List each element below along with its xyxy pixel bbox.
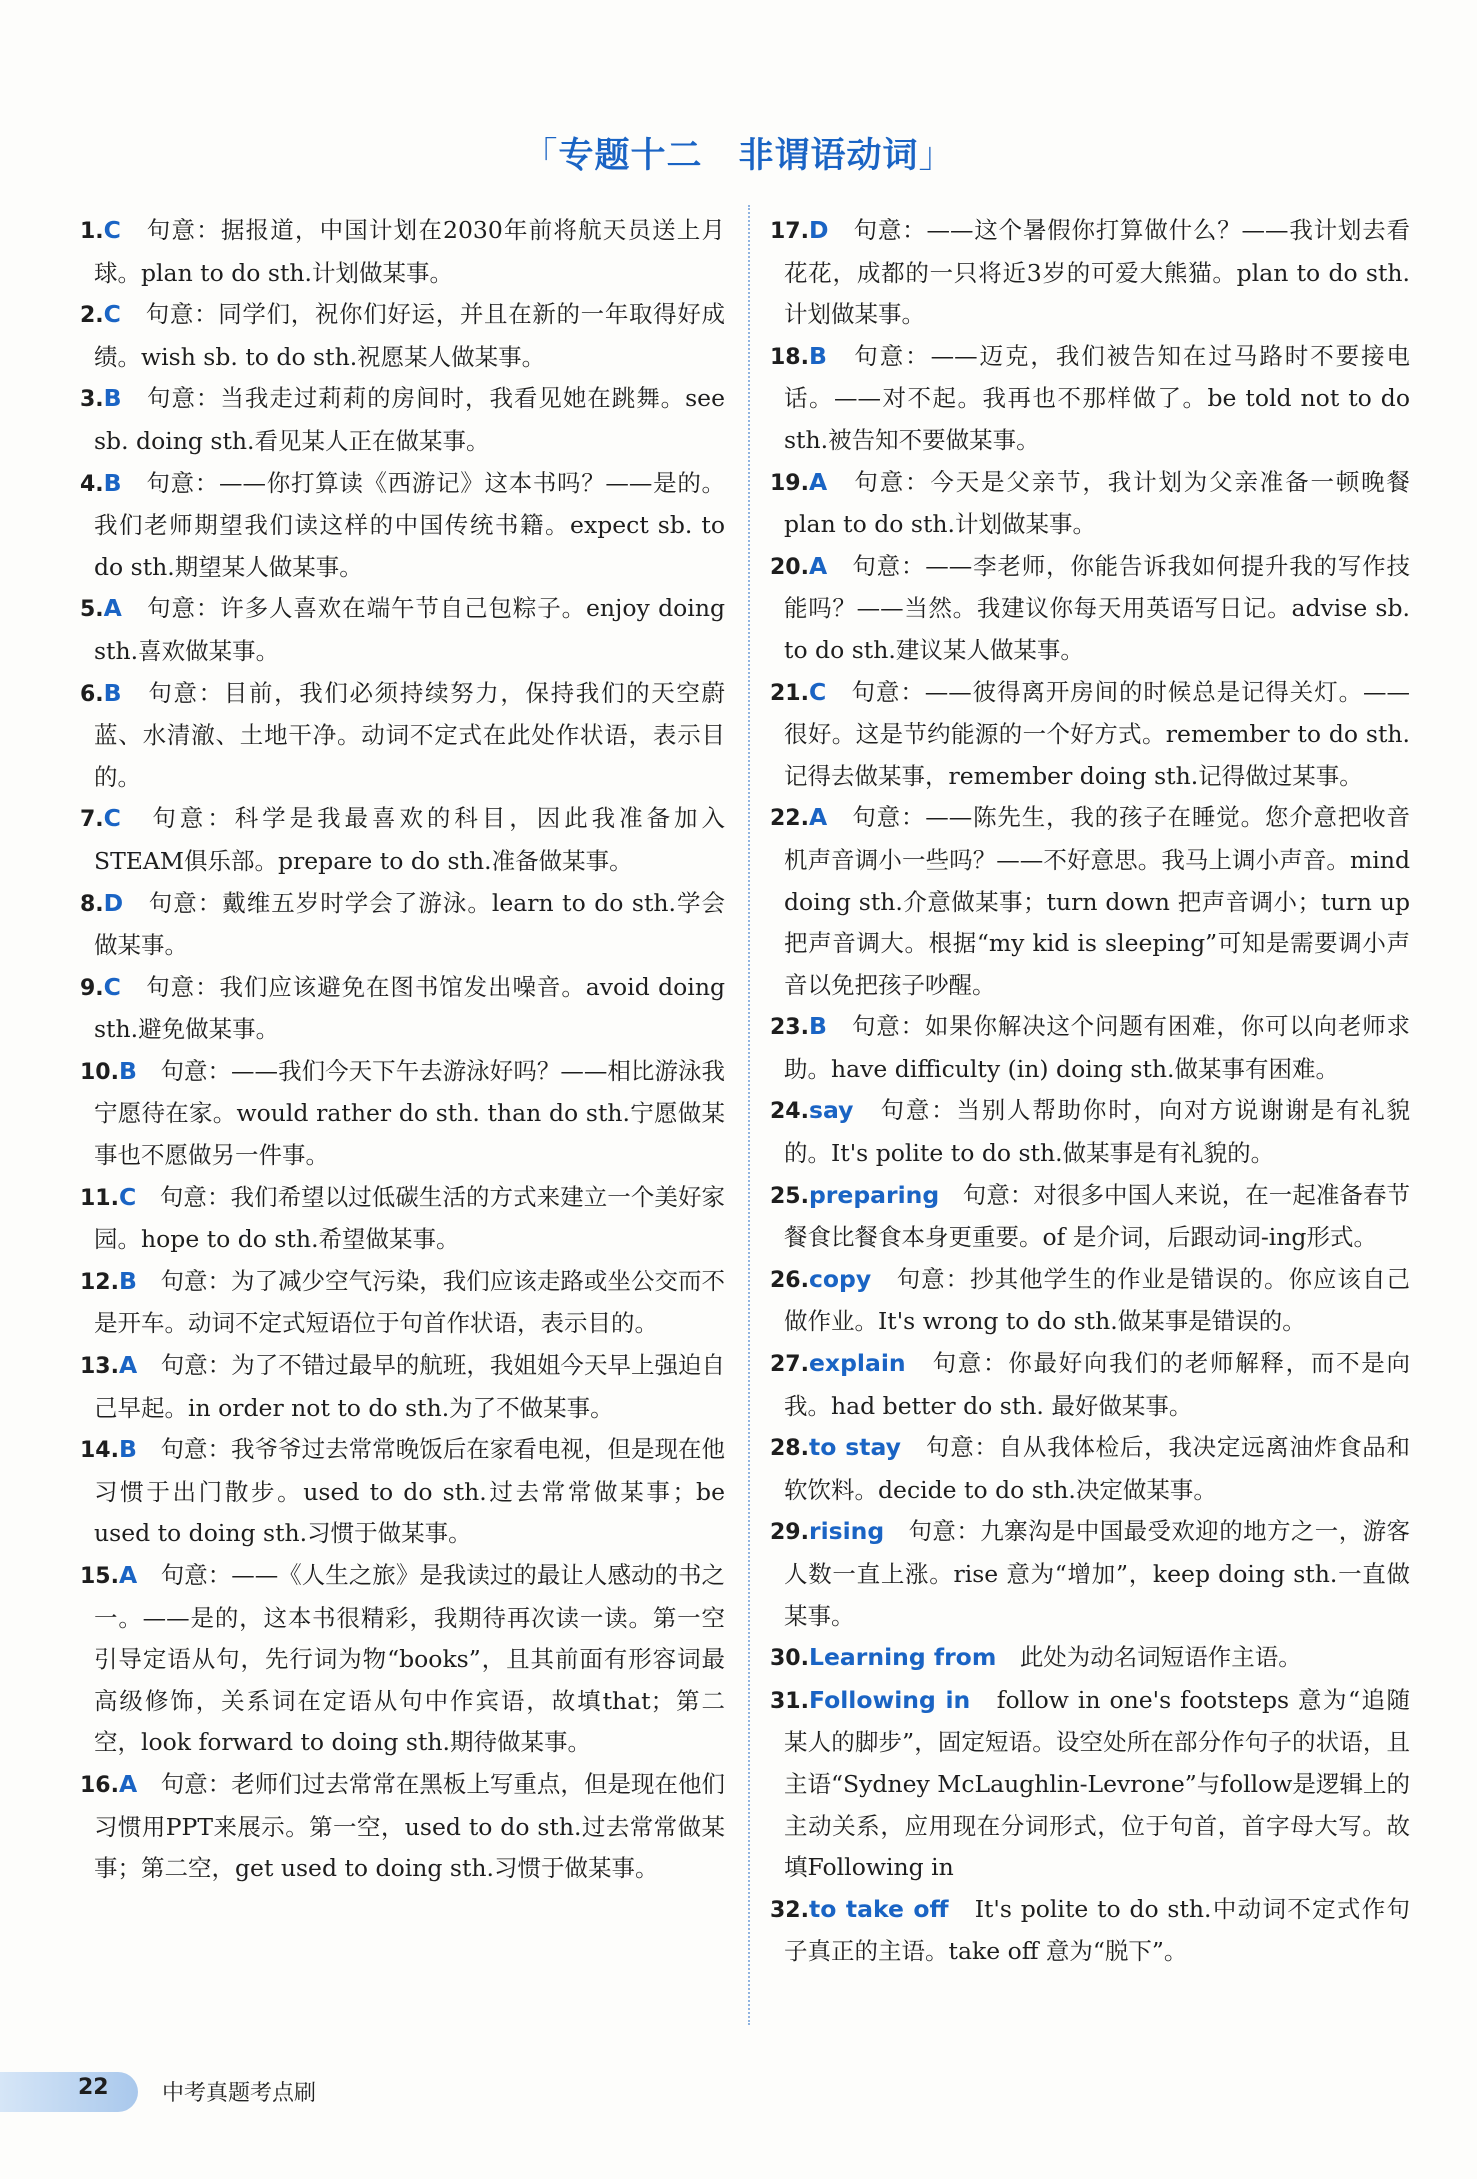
explanation-text: 句意：为了减少空气污染，我们应该走路或坐公交而不是开车。动词不定式短语位于句首作状语，表示目的。 xyxy=(94,1266,726,1338)
answer-item xyxy=(80,1764,725,1890)
answer-item xyxy=(80,378,725,462)
answer-key: D xyxy=(103,888,124,917)
item-number: 15. xyxy=(80,1564,119,1589)
explanation-text: 句意：你最好向我们的老师解释，而不是向我。had better do sth. 最好做某事。 xyxy=(784,1349,1411,1420)
explanation-text: 句意：我爷爷过去常常晚饭后在家看电视，但是现在他习惯于出门散步。used to do sth.过去常常做某事；be used to doing sth.习惯于做某事。 xyxy=(94,1435,726,1548)
item-number: 2. xyxy=(80,303,104,329)
item-number: 17. xyxy=(770,219,809,244)
answer-item xyxy=(80,463,725,589)
answer-item xyxy=(80,1345,725,1429)
answer-item xyxy=(770,797,1410,1006)
item-number: 9. xyxy=(80,975,104,1001)
right-column xyxy=(770,210,1434,1973)
item-number: 23. xyxy=(770,1015,809,1041)
answer-key: C xyxy=(118,1182,137,1211)
explanation-text: 句意：——这个暑假你打算做什么？——我计划去看花花，成都的一只将近3岁的可爱大熊猫。plan to do sth.计划做某事。 xyxy=(784,216,1411,329)
explanation-text: 句意：戴维五岁时学会了游泳。learn to do sth.学会做某事。 xyxy=(94,888,726,960)
item-number: 6. xyxy=(80,681,104,707)
answer-key: B xyxy=(103,468,122,497)
answer-item xyxy=(770,1680,1410,1889)
explanation-text: It's polite to do sth.中动词不定式作句子真正的主语。take off 意为“脱下”。 xyxy=(784,1894,1411,1966)
answer-item xyxy=(770,1006,1410,1090)
answer-item xyxy=(770,1427,1410,1511)
explanation-text: 句意：如果你解决这个问题有困难，你可以向老师求助。have difficulty (in) doing sth.做某事有困难。 xyxy=(784,1012,1411,1083)
answer-item xyxy=(770,1175,1410,1259)
item-number: 32. xyxy=(770,1897,809,1923)
answer-key: D xyxy=(808,216,829,244)
answer-key: to stay xyxy=(808,1433,901,1462)
explanation-text: 句意：同学们，祝你们好运，并且在新的一年取得好成绩。wish sb. to do sth.祝愿某人做某事。 xyxy=(94,300,726,371)
answer-item xyxy=(80,588,725,672)
answer-key: explain xyxy=(808,1349,906,1378)
answer-key: A xyxy=(103,594,122,623)
explanation-text: follow in one's footsteps 意为“追随某人的脚步”，固定短语。设空处所在部分作句子的状语，且主语“Sydney McLaughlin-Levrone”与follow是逻辑上的主动关系，应用现在分词形式，位于句首，首字母大写。故填Following in xyxy=(784,1685,1410,1882)
answer-key: B xyxy=(118,1266,137,1295)
page-title xyxy=(0,128,1477,178)
answer-item xyxy=(770,1511,1410,1637)
item-number: 12. xyxy=(80,1269,119,1295)
explanation-text: 句意：今天是父亲节，我计划为父亲准备一顿晚餐 plan to do sth.计划做某事。 xyxy=(784,467,1434,539)
item-number: 22. xyxy=(770,806,809,832)
explanation-text: 句意：——李老师，你能告诉我如何提升我的写作技能吗？——当然。我建议你每天用英语写日记。advise sb. to do sth.建议某人做某事。 xyxy=(784,551,1411,664)
answer-key: B xyxy=(118,1056,137,1085)
explanation-text: 句意：当别人帮助你时，向对方说谢谢是有礼貌的。It's polite to do sth.做某事是有礼貌的。 xyxy=(784,1096,1411,1168)
page-number-tab xyxy=(0,2072,138,2112)
answer-key: C xyxy=(103,216,121,244)
answer-key: A xyxy=(118,1351,138,1380)
answer-key: copy xyxy=(808,1264,872,1293)
explanation-text: 句意：——你打算读《西游记》这本书吗？——是的。我们老师期望我们读这样的中国传统书籍。expect sb. to do sth.期望某人做某事。 xyxy=(94,468,726,581)
answer-item xyxy=(80,1051,725,1177)
title-bracket-close: 」 xyxy=(918,136,955,176)
answer-item xyxy=(770,1090,1410,1174)
explanation-text: 句意：——《人生之旅》是我读过的最让人感动的书之一。——是的，这本书很精彩，我期待再次读一读。第一空引导定语从句，先行词为物“books”，且其前面有形容词最高级修饰，关系词在定语从句中作宾语，故填that；第二空，look forward to doing sth.期待做某事。 xyxy=(94,1561,726,1757)
answer-item xyxy=(770,546,1410,672)
column-divider xyxy=(748,205,750,2025)
answer-item xyxy=(770,1343,1410,1427)
answer-key: B xyxy=(103,384,122,413)
item-number: 18. xyxy=(770,344,809,370)
item-number: 30. xyxy=(770,1646,809,1672)
answer-key: C xyxy=(103,972,121,1001)
explanation-text: 句意：当我走过莉莉的房间时，我看见她在跳舞。see sb. doing sth.看见某人正在做某事。 xyxy=(94,384,726,455)
explanation-text: 句意：——迈克，我们被告知在过马路时不要接电话。——对不起。我再也不那样做了。be told not to do sth.被告知不要做某事。 xyxy=(784,341,1411,454)
answer-item xyxy=(80,1177,725,1261)
answer-item xyxy=(770,672,1410,798)
answer-item xyxy=(770,1889,1410,1973)
item-number: 20. xyxy=(770,554,809,580)
answer-key: B xyxy=(808,341,827,370)
answer-key: A xyxy=(118,1769,138,1798)
answer-item xyxy=(80,1261,725,1345)
item-number: 19. xyxy=(770,470,809,496)
answer-key: to take off xyxy=(808,1894,949,1923)
answer-key: B xyxy=(808,1012,827,1041)
item-number: 13. xyxy=(80,1354,119,1380)
answer-item xyxy=(80,1429,725,1555)
explanation-text: 此处为动名词短语作主语。 xyxy=(1019,1643,1302,1672)
explanation-text: 句意：对很多中国人来说，在一起准备春节餐食比餐食本身更重要。of 是介词，后跟动词-ing形式。 xyxy=(784,1180,1410,1252)
explanation-text: 句意：——陈先生，我的孩子在睡觉。您介意把收音机声音调小一些吗？——不好意思。我马上调小声音。mind doing sth.介意做某事；turn down 把声音调小；turn up 把声音调大。根据“my kid is sleeping”可知是需要调小声音以免把孩子吵醒。 xyxy=(784,803,1411,999)
answer-key: B xyxy=(118,1435,137,1464)
answer-item xyxy=(80,798,725,882)
explanation-text: 句意：老师们过去常常在黑板上写重点，但是现在他们习惯用PPT来展示。第一空，used to do sth.过去常常做某事；第二空，get used to doing sth.习惯于做某事。 xyxy=(94,1769,726,1883)
item-number: 26. xyxy=(770,1267,809,1293)
explanation-text: 句意：我们希望以过低碳生活的方式来建立一个美好家园。hope to do sth.希望做某事。 xyxy=(94,1182,726,1254)
answer-key: A xyxy=(808,551,828,580)
item-number: 27. xyxy=(770,1352,809,1378)
answer-item xyxy=(770,1637,1410,1680)
explanation-text: 句意：我们应该避免在图书馆发出噪音。avoid doing sth.避免做某事。 xyxy=(94,972,726,1044)
answer-item xyxy=(80,673,725,799)
explanation-text: 句意：——彼得离开房间的时候总是记得关灯。——很好。这是节约能源的一个好方式。remember to do sth.记得去做某事，remember doing sth.记得做过某事。 xyxy=(784,677,1410,790)
item-number: 24. xyxy=(770,1099,809,1125)
answer-key: C xyxy=(103,300,121,329)
explanation-text: 句意：——我们今天下午去游泳好吗？——相比游泳我宁愿待在家。would rather do sth. than do sth.宁愿做某事也不愿做另一件事。 xyxy=(94,1056,726,1170)
title-text: 专题十二 非谓语动词 xyxy=(558,136,919,176)
explanation-text: 句意：目前，我们必须持续努力，保持我们的天空蔚蓝、水清澈、土地干净。动词不定式在此处作状语，表示目的。 xyxy=(94,678,726,791)
explanation-text: 句意：为了不错过最早的航班，我姐姐今天早上强迫自己早起。in order not to do sth.为了不做某事。 xyxy=(94,1351,726,1422)
answer-key: C xyxy=(808,677,827,706)
answer-key: A xyxy=(808,803,828,832)
answer-key: rising xyxy=(808,1517,885,1546)
answer-item xyxy=(80,967,725,1051)
item-number: 31. xyxy=(770,1688,809,1714)
item-number: 4. xyxy=(80,471,104,497)
item-number: 21. xyxy=(770,680,809,706)
explanation-text: 句意：据报道，中国计划在2030年前将航天员送上月球。plan to do sth.计划做某事。 xyxy=(94,216,725,287)
answer-key: B xyxy=(103,678,122,707)
answer-item xyxy=(80,294,725,378)
answer-key: A xyxy=(118,1561,138,1589)
item-number: 29. xyxy=(770,1520,809,1546)
title-bracket-open: 「 xyxy=(522,136,559,176)
page-number: 22 xyxy=(78,2075,109,2100)
answer-item xyxy=(80,883,725,967)
answer-key: say xyxy=(808,1096,854,1125)
answer-key: Following in xyxy=(808,1685,971,1714)
item-number: 7. xyxy=(80,807,104,833)
explanation-text: 句意：抄其他学生的作业是错误的。你应该自己做作业。It's wrong to do sth.做某事是错误的。 xyxy=(784,1264,1411,1336)
item-number: 28. xyxy=(770,1436,809,1462)
item-number: 10. xyxy=(80,1059,119,1085)
explanation-text: 句意：九寨沟是中国最受欢迎的地方之一，游客人数一直上涨。rise 意为“增加”，keep doing sth.一直做某事。 xyxy=(784,1517,1410,1630)
answer-item xyxy=(80,1555,725,1764)
answer-item xyxy=(770,1259,1410,1343)
item-number: 14. xyxy=(80,1438,119,1464)
answer-key: A xyxy=(808,467,828,496)
answer-key: C xyxy=(103,804,121,833)
book-title: 中考真题考点刷 xyxy=(162,2081,317,2106)
answer-item xyxy=(770,336,1410,462)
explanation-text: 句意：自从我体检后，我决定远离油炸食品和软饮料。decide to do sth.决定做某事。 xyxy=(784,1433,1411,1504)
explanation-text: 句意：许多人喜欢在端午节自己包粽子。enjoy doing sth.喜欢做某事。 xyxy=(94,594,725,665)
item-number: 3. xyxy=(80,387,104,413)
item-number: 16. xyxy=(80,1772,119,1798)
explanation-text: 句意：科学是我最喜欢的科目，因此我准备加入STEAM俱乐部。prepare to do sth.准备做某事。 xyxy=(94,804,726,875)
answer-item xyxy=(770,462,1434,546)
item-number: 5. xyxy=(80,597,104,623)
item-number: 8. xyxy=(80,891,104,917)
left-column xyxy=(80,210,725,1890)
answer-key: preparing xyxy=(808,1180,940,1209)
item-number: 1. xyxy=(80,219,104,244)
item-number: 11. xyxy=(80,1185,119,1211)
answer-key: Learning from xyxy=(808,1643,997,1672)
item-number: 25. xyxy=(770,1183,809,1209)
answer-item xyxy=(80,210,725,294)
answer-item xyxy=(770,210,1410,336)
